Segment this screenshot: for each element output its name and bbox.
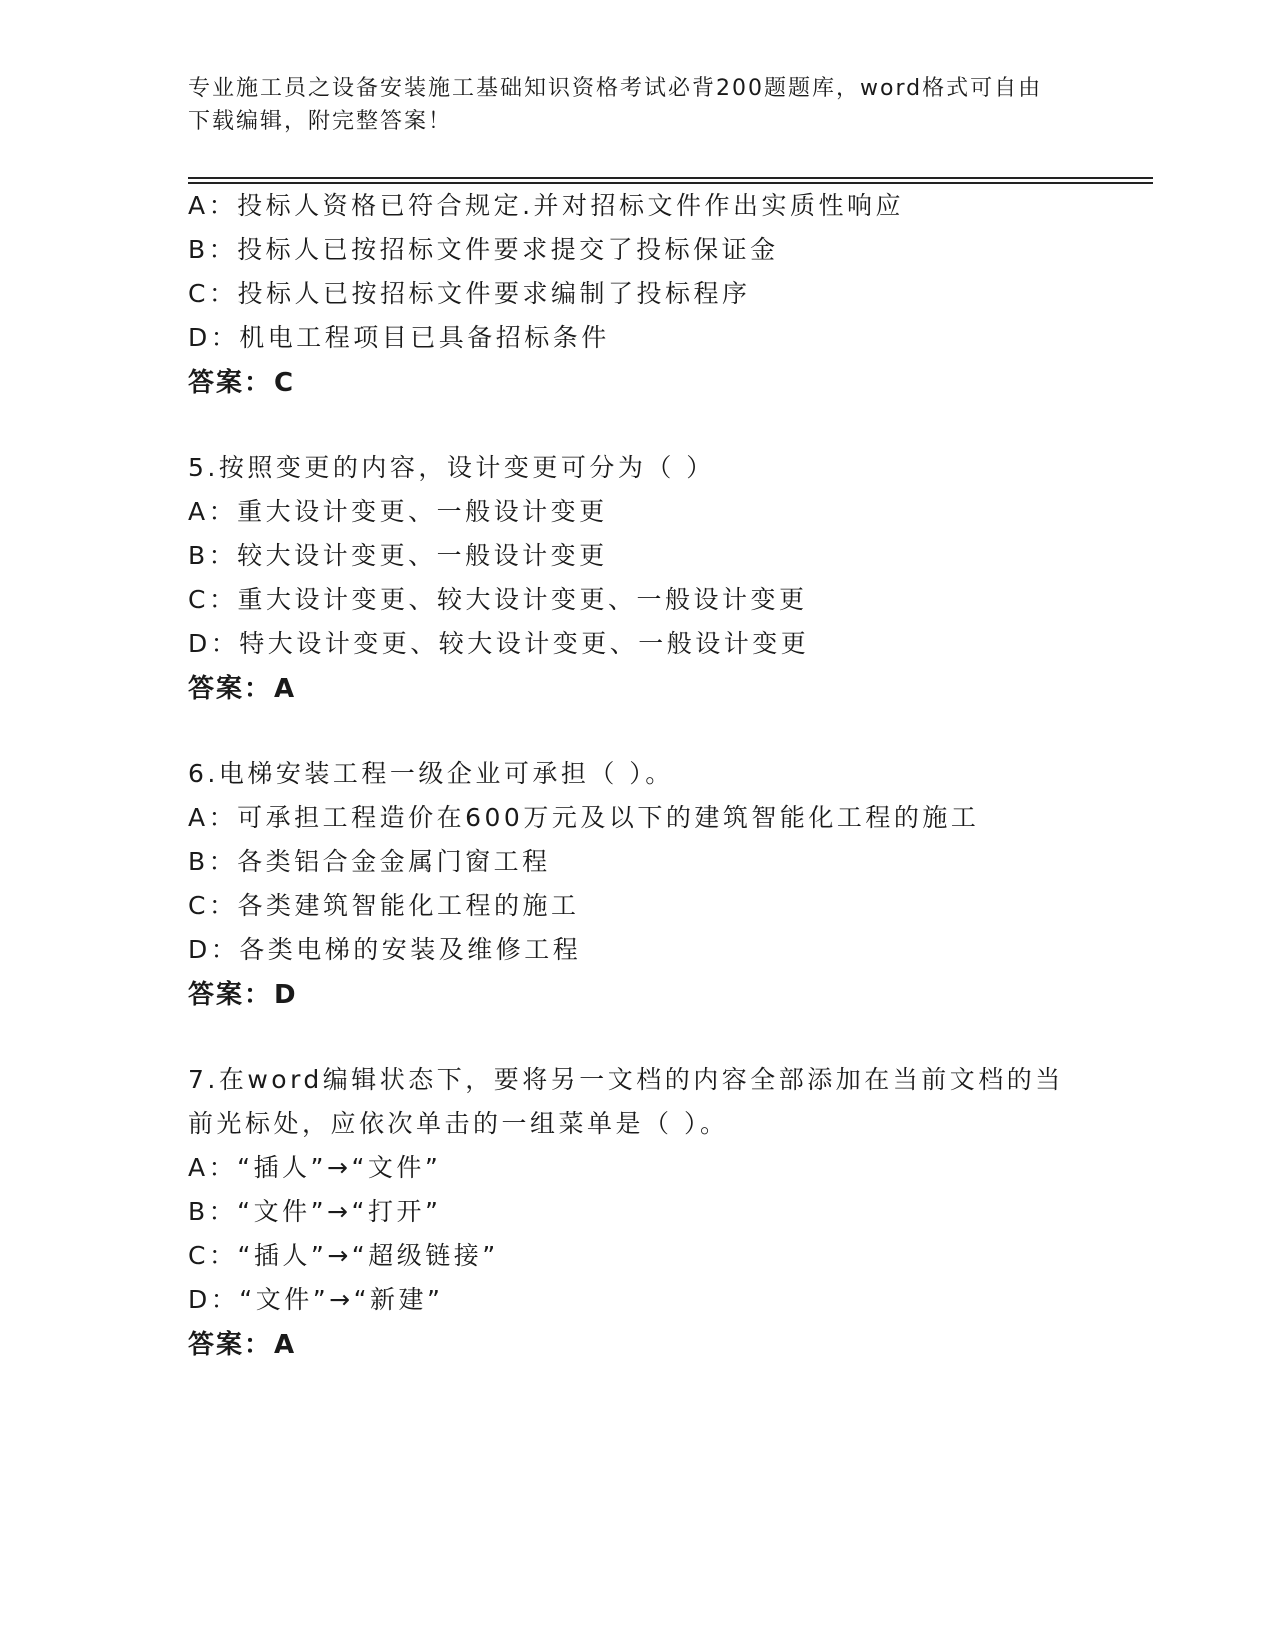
q4-option-a: A：投标人资格已符合规定.并对招标文件作出实质性响应 — [188, 191, 905, 220]
answer-value: D — [274, 980, 296, 1010]
q6-option-d: D：各类电梯的安装及维修工程 — [188, 935, 582, 964]
q6-option-b: B：各类铝合金金属门窗工程 — [188, 847, 551, 876]
header-divider-top — [188, 177, 1153, 179]
header-line-1: 专业施工员之设备安装施工基础知识资格考试必背200题题库，word格式可自由 — [188, 76, 1043, 101]
q4-option-b: B：投标人已按招标文件要求提交了投标保证金 — [188, 235, 779, 264]
q7-answer — [188, 1324, 294, 1361]
q4-option-c: C：投标人已按招标文件要求编制了投标程序 — [188, 279, 751, 308]
q7-option-c: C：“插人”→“超级链接” — [188, 1241, 499, 1270]
q7-option-d: D：“文件”→“新建” — [188, 1285, 444, 1314]
q5-option-d: D：特大设计变更、较大设计变更、一般设计变更 — [188, 629, 810, 658]
q4-option-d: D：机电工程项目已具备招标条件 — [188, 323, 610, 352]
q7-question-line-2: 前光标处，应依次单击的一组菜单是（ ）。 — [188, 1109, 729, 1138]
q5-answer — [188, 668, 294, 705]
q7-option-b: B：“文件”→“打开” — [188, 1197, 442, 1226]
answer-label: 答案： — [188, 368, 273, 398]
answer-label: 答案： — [188, 980, 273, 1010]
answer-value: A — [274, 674, 295, 704]
answer-label: 答案： — [188, 1330, 273, 1360]
q6-option-a: A：可承担工程造价在600万元及以下的建筑智能化工程的施工 — [188, 803, 980, 832]
header-line-2: 下载编辑，附完整答案！ — [188, 109, 453, 134]
header-divider-bottom — [188, 182, 1153, 184]
document-header — [188, 72, 1068, 138]
q5-option-a: A：重大设计变更、一般设计变更 — [188, 497, 608, 526]
q5-option-c: C：重大设计变更、较大设计变更、一般设计变更 — [188, 585, 808, 614]
q5-option-b: B：较大设计变更、一般设计变更 — [188, 541, 608, 570]
answer-value: A — [274, 1330, 295, 1360]
q5-question: 5.按照变更的内容，设计变更可分为（ ） — [188, 453, 715, 482]
q6-option-c: C：各类建筑智能化工程的施工 — [188, 891, 580, 920]
q6-answer — [188, 974, 296, 1011]
answer-value: C — [274, 368, 294, 398]
q7-option-a: A：“插人”→“文件” — [188, 1153, 442, 1182]
answer-label: 答案： — [188, 674, 273, 704]
q7-question-line-1: 7.在word编辑状态下，要将另一文档的内容全部添加在当前文档的当 — [188, 1065, 1064, 1094]
q6-question: 6.电梯安装工程一级企业可承担（ ）。 — [188, 759, 674, 788]
q4-answer — [188, 362, 293, 399]
